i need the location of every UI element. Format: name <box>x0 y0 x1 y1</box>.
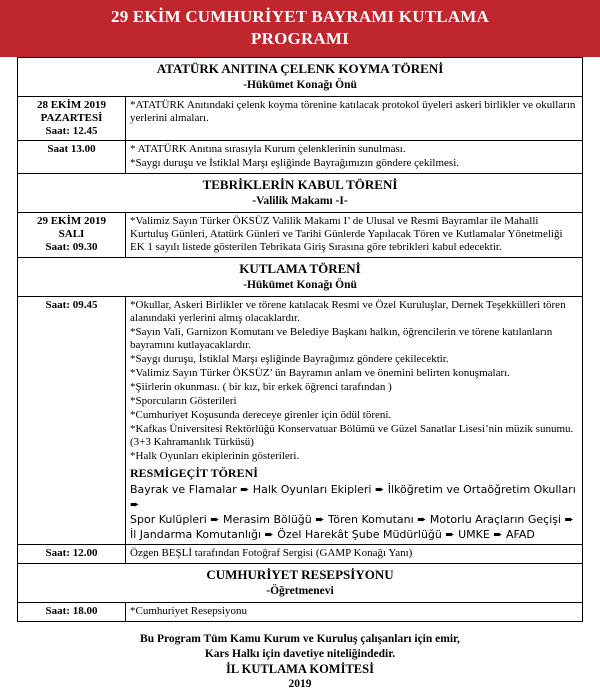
row-day-line: SALI <box>58 228 85 240</box>
section-subtitle: -Hükümet Konağı Önü <box>243 79 357 91</box>
section-subtitle: -Hükümet Konağı Önü <box>243 279 357 291</box>
list-item: *ATATÜRK Anıtındaki çelenk koyma törenine katılacak protokol üyeleri askeri birlikler ve okulların yerlerini almaları. <box>130 99 576 124</box>
row-time-line: Saat 13.00 <box>47 143 96 155</box>
list-item: *Okullar, Askeri Birlikler ve törene katılacak Resmi ve Özel Kuruluşlar, Dernek Teşekkülleri tören alanındaki yerlerini almış olacaklardır. <box>130 299 566 324</box>
row-content-cell <box>126 545 583 564</box>
section-title: ATATÜRK ANITINA ÇELENK KOYMA TÖRENİ <box>156 61 444 76</box>
list-item: *Valimiz Sayın Türker ÖKSÜZ Valilik Makamı I’ de Ulusal ve Resmi Bayramlar ile Mahalli Kurtuluş Günleri, Atatürk Günleri ve Tarihi Günlerde Yapılacak Tören ve Kutlamalar Yönetmeliği EK 1 sayılı listede gösterilen Tebrikata Giriş Sırasına göre tebrikleri kabul edecektir. <box>130 215 563 253</box>
list-item: *Valimiz Sayın Türker ÖKSÜZ’ ün Bayramın anlam ve önemini belirten konuşmaları. <box>130 367 510 379</box>
row-content-cell <box>126 213 583 258</box>
list-item: * ATATÜRK Anıtına sırasıyla Kurum çelenklerinin sunulması. <box>130 143 406 155</box>
row-time-cell <box>18 213 126 258</box>
row-content-cell <box>126 603 583 622</box>
row-time-line: Saat: 12.45 <box>45 125 98 137</box>
list-item: *Sporcuların Gösterileri <box>130 395 237 407</box>
row-time-cell <box>18 297 126 545</box>
section-title: TEBRİKLERİN KABUL TÖRENİ <box>202 177 398 192</box>
section-title: KUTLAMA TÖRENİ <box>239 261 361 276</box>
section-header-row <box>18 58 583 97</box>
row-content-cell <box>126 297 583 545</box>
row-day-line: PAZARTESİ <box>40 112 103 124</box>
list-item: *Cumhuriyet Resepsiyonu <box>130 605 248 617</box>
row-time-cell <box>18 603 126 622</box>
row-time-cell <box>18 97 126 141</box>
row-time-cell <box>18 545 126 564</box>
row-content-cell <box>126 141 583 174</box>
program-table <box>17 57 583 622</box>
row-time-line: Saat: 09.30 <box>45 241 98 253</box>
section-header-cell <box>18 258 583 297</box>
header-line-2: PROGRAMI <box>251 29 349 48</box>
row-time-line: Saat: 12.00 <box>45 547 98 559</box>
row-content-cell <box>126 97 583 141</box>
document-footer <box>0 632 600 692</box>
subsection-title: RESMİGEÇİT TÖRENİ <box>130 466 258 480</box>
table-row <box>18 603 583 622</box>
list-item: *Saygı duruşu ve İstiklal Marşı eşliğinde Bayrağımızın gönderе çekilmesi. <box>130 157 460 169</box>
table-row <box>18 297 583 545</box>
footer-committee: İL KUTLAMA KOMİTESİ <box>226 662 374 676</box>
list-item: *Saygı duruşu, İstiklal Marşı eşliğinde Bayrağımız göndere çekilecektir. <box>130 353 449 365</box>
section-header-cell <box>18 58 583 97</box>
list-item: *Cumhuriyet Koşusunda dereceye girenler için ödül töreni. <box>130 409 392 421</box>
section-header-cell <box>18 564 583 603</box>
list-item: *Şiirlerin okunması. ( bir kız, bir erkek öğrenci tarafından ) <box>130 381 392 393</box>
section-header-row <box>18 258 583 297</box>
footer-line-2: Kars Halkı için davetiye niteliğindedir. <box>204 648 396 660</box>
parade-order-line: İl Jandarma Komutanlığı ➨ Özel Harekât Şube Müdürlüğü ➨ UMKE ➨ AFAD <box>130 528 535 541</box>
list-item: *Halk Oyunları ekiplerinin gösterileri. <box>130 450 300 462</box>
section-header-cell <box>18 174 583 213</box>
section-subtitle: -Öğretmenevi <box>266 585 334 597</box>
section-header-row <box>18 174 583 213</box>
section-subtitle: -Valilik Makamı -I- <box>252 195 348 207</box>
list-item: Özgen BEŞLİ tarafından Fotoğraf Sergisi (GAMP Konağı Yanı) <box>130 547 413 559</box>
list-item: *Sayın Vali, Garnizon Komutanı ve Belediye Başkanı halkın, öğrencilerin ve törene katılanların bayramını kutlayacaklardır. <box>130 326 553 351</box>
table-row <box>18 97 583 141</box>
row-date-line: 29 EKİM 2019 <box>36 215 107 227</box>
row-time-line: Saat: 09.45 <box>45 299 98 311</box>
row-time-cell <box>18 141 126 174</box>
row-time-line: Saat: 18.00 <box>45 605 98 617</box>
row-date-line: 28 EKİM 2019 <box>36 99 107 111</box>
header-line-1: 29 EKİM CUMHURİYET BAYRAMI KUTLAMA <box>111 7 489 26</box>
table-row <box>18 545 583 564</box>
section-title: CUMHURİYET RESEPSİYONU <box>206 567 394 582</box>
section-header-row <box>18 564 583 603</box>
parade-order-line: Bayrak ve Flamalar ➨ Halk Oyunları Ekipleri ➨ İlköğretim ve Ortaöğretim Okulları ➨ <box>130 483 576 511</box>
list-item: *Kafkas Üniversitesi Rektörlüğü Konservatuar Bölümü ve Güzel Sanatlar Lisesi’nin müzik sunumu. (3+3 Kahramanlık Türküsü) <box>130 423 574 448</box>
table-row <box>18 213 583 258</box>
footer-year: 2019 <box>288 678 312 690</box>
parade-order-line: Spor Kulüpleri ➨ Merasim Bölüğü ➨ Tören Komutanı ➨ Motorlu Araçların Geçişi ➨ <box>130 513 574 526</box>
footer-line-1: Bu Program Tüm Kamu Kurum ve Kuruluş çalışanları için emir, <box>140 633 460 645</box>
document-header-banner <box>0 0 600 57</box>
table-row <box>18 141 583 174</box>
